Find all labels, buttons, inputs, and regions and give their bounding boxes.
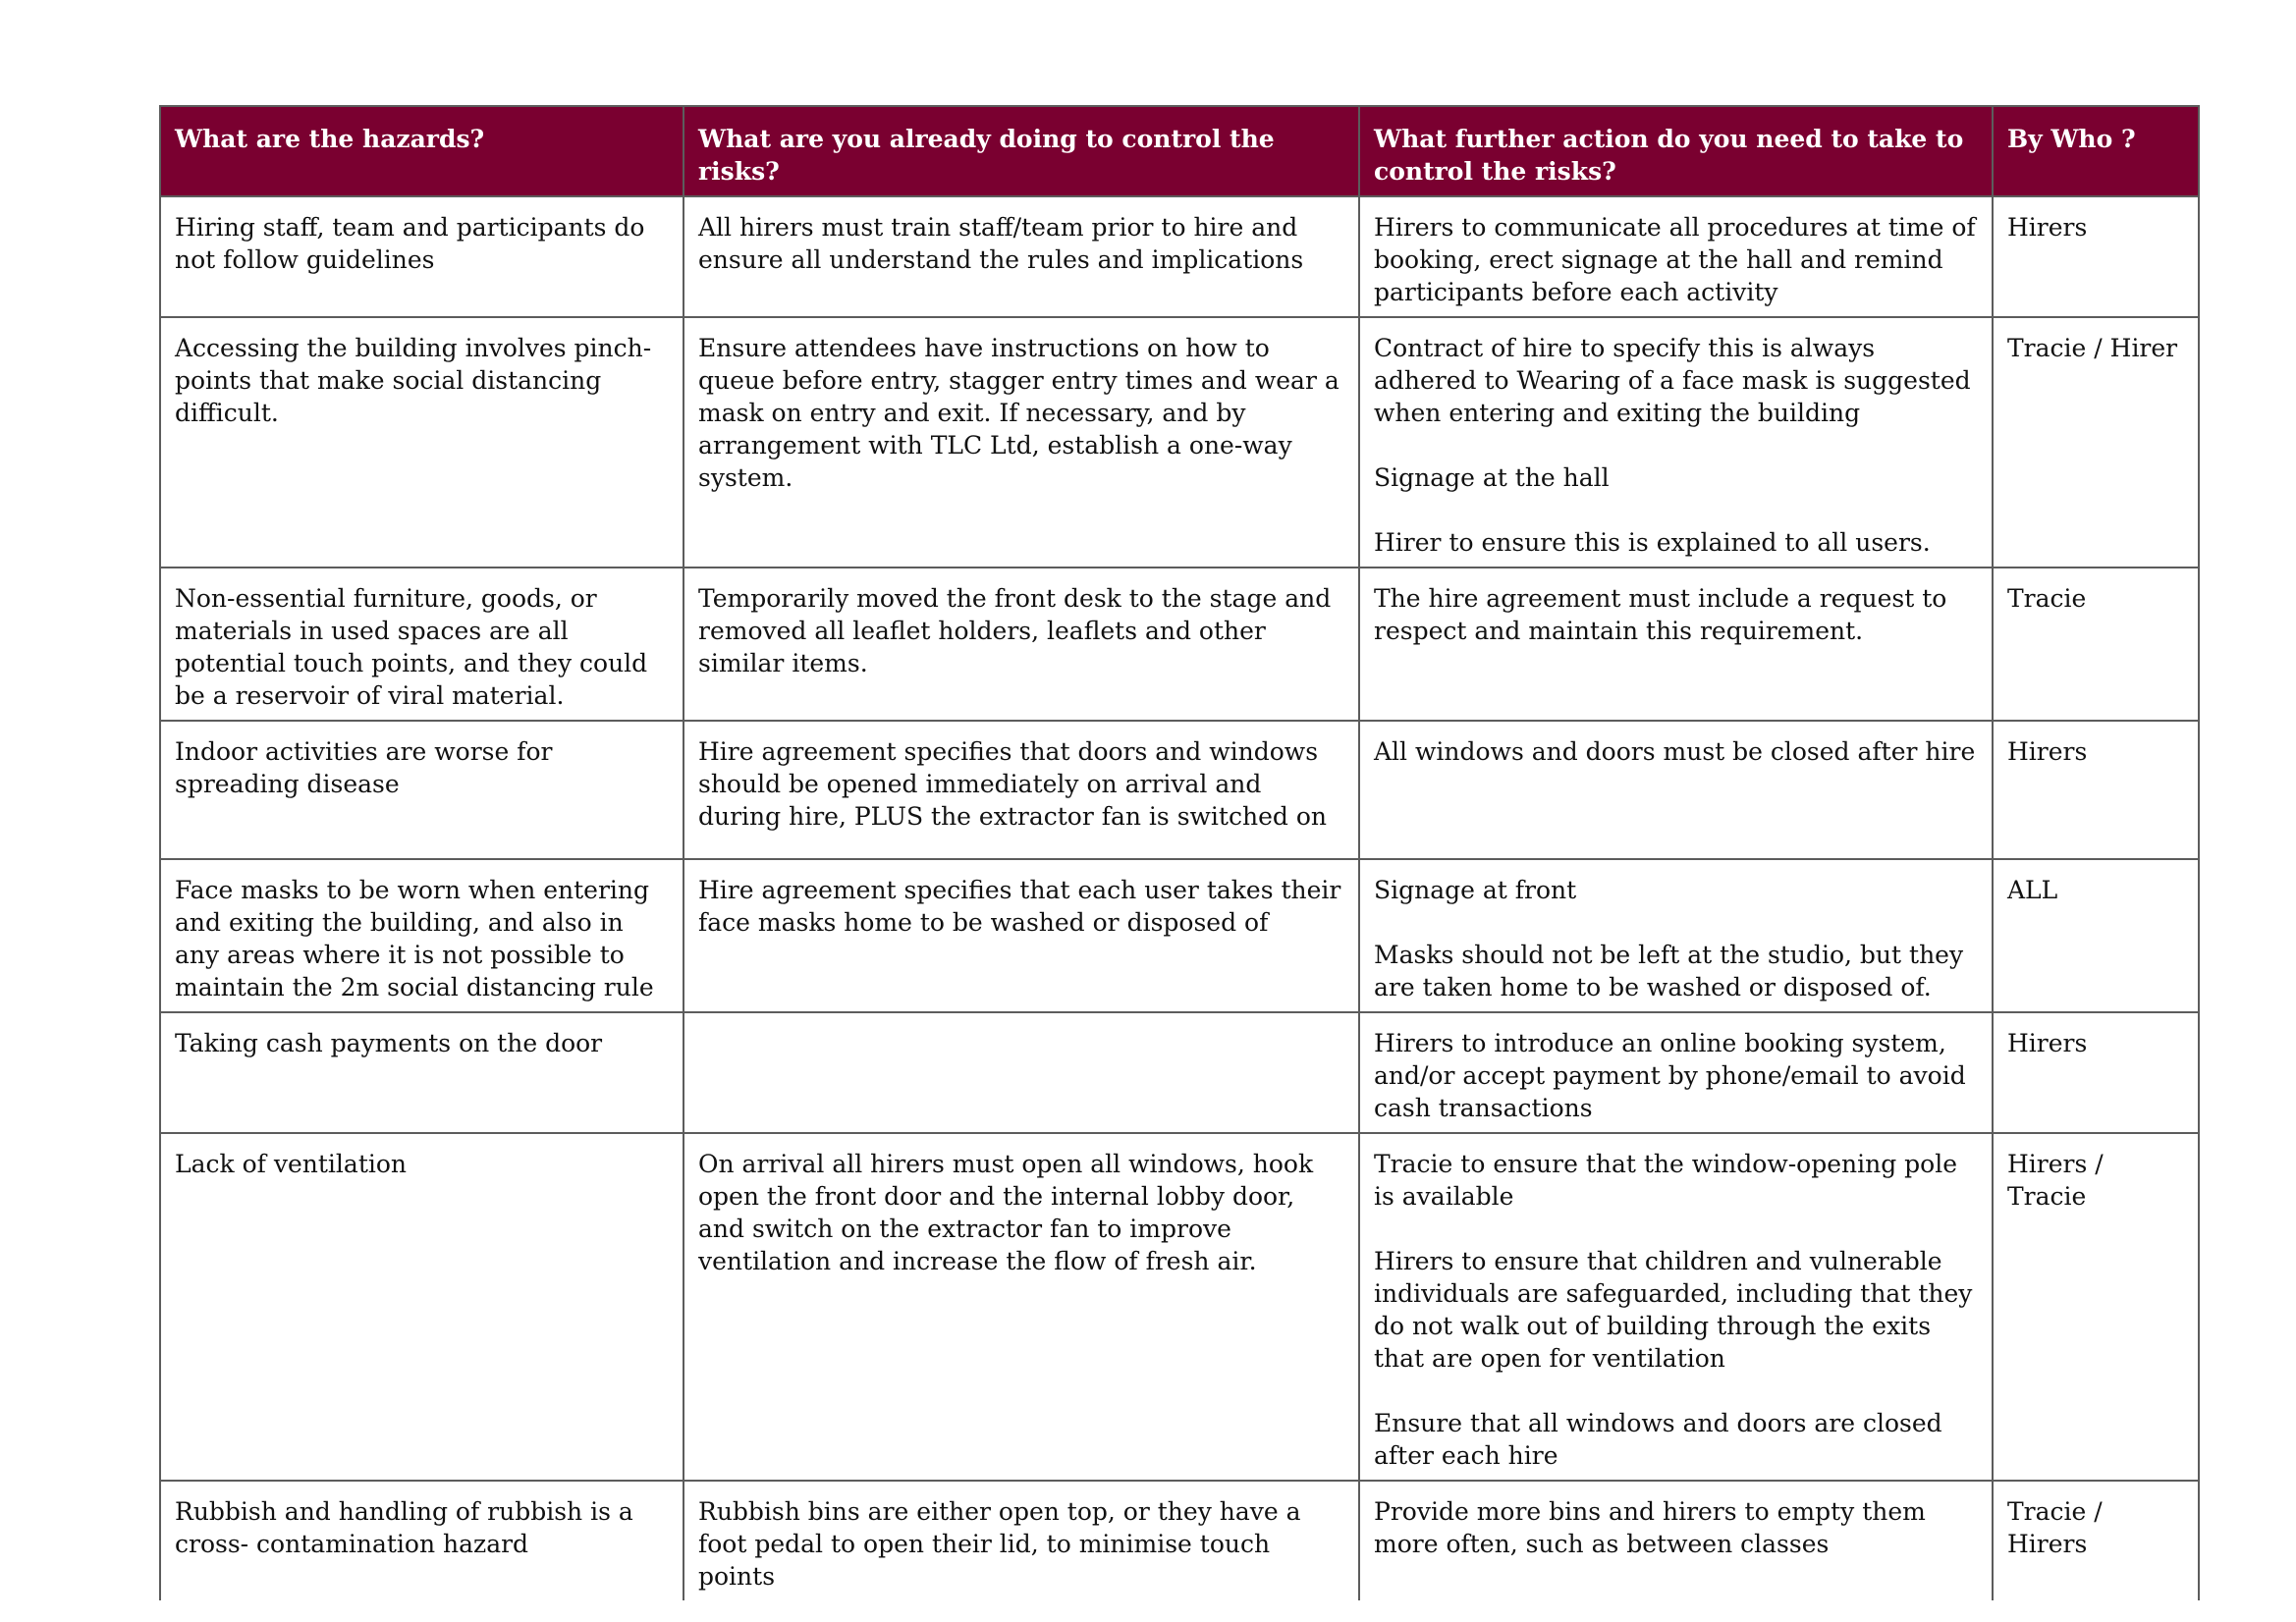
existing-control-cell: Hire agreement specifies that doors and windows should be opened immediately on arrival and during hire, PLUS the extractor fan is switched on (683, 721, 1359, 859)
risk-assessment-table (159, 105, 2200, 1600)
existing-control-cell: On arrival all hirers must open all windows, hook open the front door and the internal lobby door, and switch on the extractor fan to improve ventilation and increase the flow of fresh air. (683, 1133, 1359, 1481)
header-row (160, 106, 2199, 196)
further-action-cell: Tracie to ensure that the window-opening pole is available Hirers to ensure that children and vulnerable individuals are safeguarded, including that they do not walk out of building through the exits that are open for ventilation Ensure that all windows and doors are closed after each hire (1359, 1133, 1993, 1481)
table-row (160, 568, 2199, 721)
header-by-who: By Who ? (1993, 106, 2199, 196)
table-body (160, 196, 2199, 1600)
table-row (160, 196, 2199, 317)
table-row (160, 721, 2199, 859)
existing-control-cell: Ensure attendees have instructions on how to queue before entry, stagger entry times and wear a mask on entry and exit. If necessary, and by arrangement with TLC Ltd, establish a one-way system. (683, 317, 1359, 568)
header-further-action: What further action do you need to take to control the risks? (1359, 106, 1993, 196)
existing-control-cell: Hire agreement specifies that each user takes their face masks home to be washed or disposed of (683, 859, 1359, 1012)
by-who-cell: Hirers / Tracie (1993, 1133, 2199, 1481)
by-who-cell: Tracie / Hirer (1993, 317, 2199, 568)
by-who-cell: Hirers (1993, 196, 2199, 317)
table-row (160, 1481, 2199, 1600)
existing-control-cell: Rubbish bins are either open top, or they have a foot pedal to open their lid, to minimise touch points (683, 1481, 1359, 1600)
hazard-cell: Non-essential furniture, goods, or materials in used spaces are all potential touch points, and they could be a reservoir of viral material. (160, 568, 683, 721)
hazard-cell: Rubbish and handling of rubbish is a cross- contamination hazard (160, 1481, 683, 1600)
further-action-cell: All windows and doors must be closed after hire (1359, 721, 1993, 859)
further-action-cell: Contract of hire to specify this is always adhered to Wearing of a face mask is suggested when entering and exiting the building Signage at the hall Hirer to ensure this is explained to all users. (1359, 317, 1993, 568)
further-action-cell: Signage at front Masks should not be left at the studio, but they are taken home to be washed or disposed of. (1359, 859, 1993, 1012)
by-who-cell: Hirers (1993, 721, 2199, 859)
hazard-cell: Lack of ventilation (160, 1133, 683, 1481)
header-existing-controls: What are you already doing to control the risks? (683, 106, 1359, 196)
by-who-cell: ALL (1993, 859, 2199, 1012)
hazard-cell: Indoor activities are worse for spreading disease (160, 721, 683, 859)
hazard-cell: Face masks to be worn when entering and exiting the building, and also in any areas where it is not possible to maintain the 2m social distancing rule (160, 859, 683, 1012)
further-action-cell: The hire agreement must include a request to respect and maintain this requirement. (1359, 568, 1993, 721)
table-header (160, 106, 2199, 196)
further-action-cell: Hirers to introduce an online booking system, and/or accept payment by phone/email to avoid cash transactions (1359, 1012, 1993, 1133)
further-action-cell: Hirers to communicate all procedures at time of booking, erect signage at the hall and remind participants before each activity (1359, 196, 1993, 317)
table-row (160, 1133, 2199, 1481)
existing-control-cell (683, 1012, 1359, 1133)
header-hazards: What are the hazards? (160, 106, 683, 196)
further-action-cell: Provide more bins and hirers to empty them more often, such as between classes (1359, 1481, 1993, 1600)
table-row (160, 859, 2199, 1012)
existing-control-cell: Temporarily moved the front desk to the stage and removed all leaflet holders, leaflets and other similar items. (683, 568, 1359, 721)
hazard-cell: Taking cash payments on the door (160, 1012, 683, 1133)
hazard-cell: Hiring staff, team and participants do not follow guidelines (160, 196, 683, 317)
table-row (160, 317, 2199, 568)
by-who-cell: Tracie / Hirers (1993, 1481, 2199, 1600)
by-who-cell: Hirers (1993, 1012, 2199, 1133)
table-row (160, 1012, 2199, 1133)
hazard-cell: Accessing the building involves pinch-points that make social distancing difficult. (160, 317, 683, 568)
existing-control-cell: All hirers must train staff/team prior to hire and ensure all understand the rules and implications (683, 196, 1359, 317)
by-who-cell: Tracie (1993, 568, 2199, 721)
